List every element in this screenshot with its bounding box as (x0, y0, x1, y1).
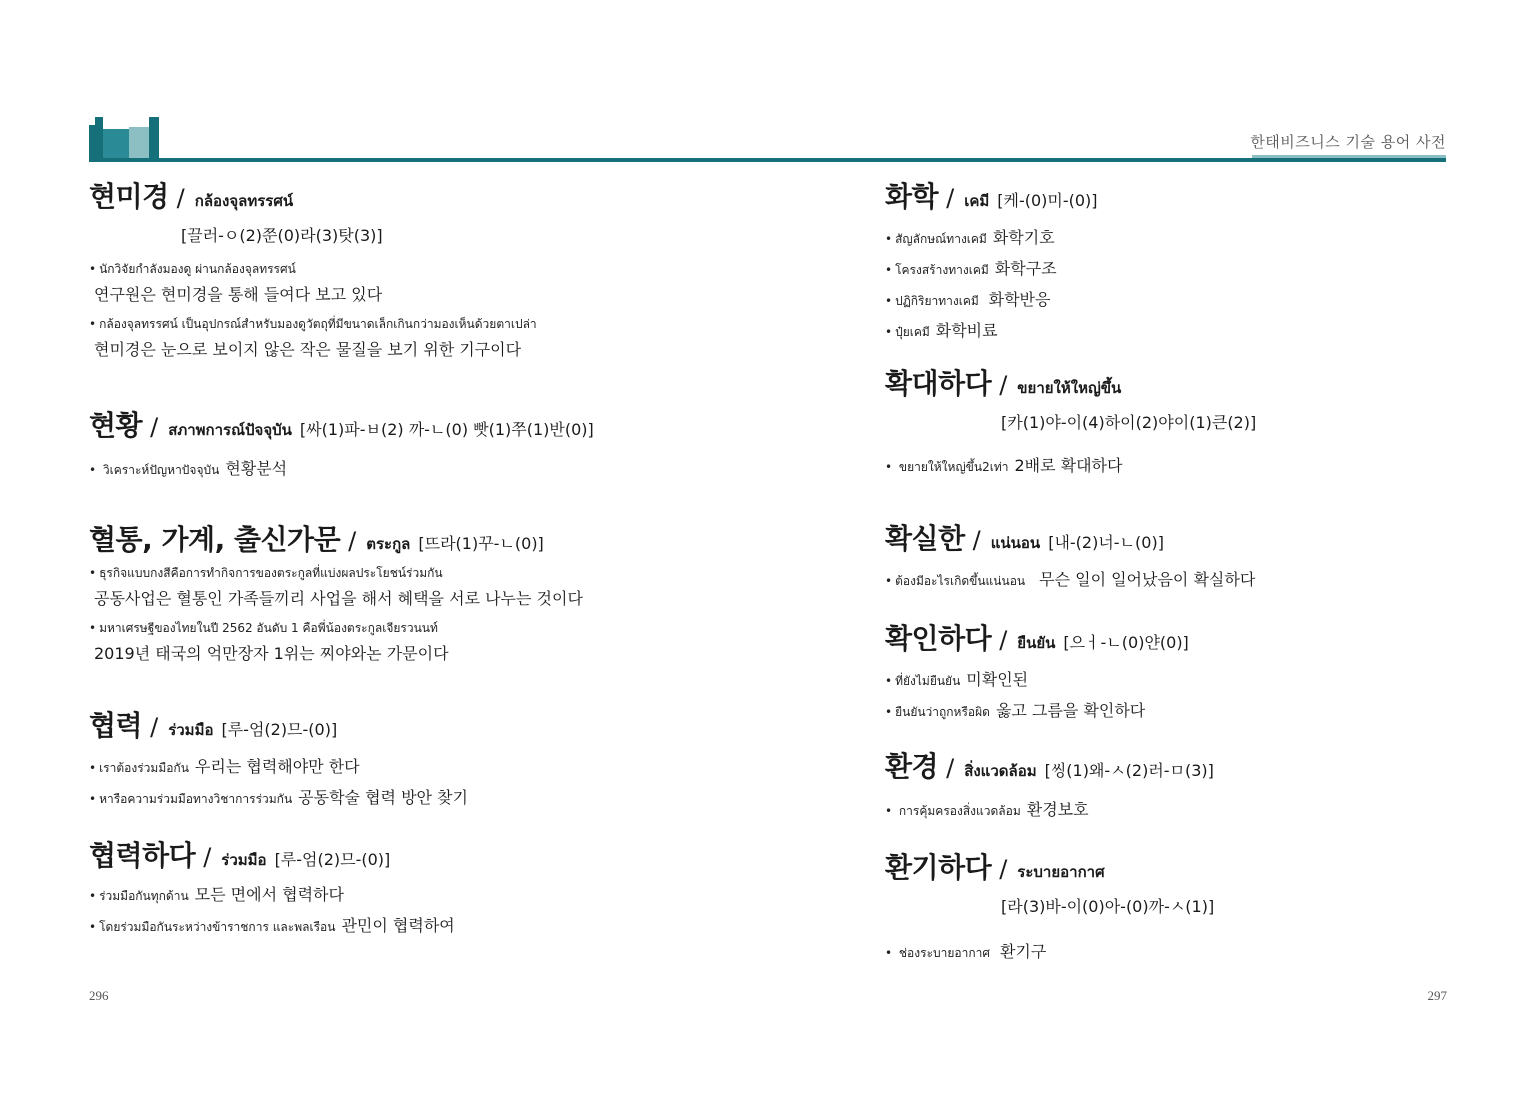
example-row (885, 318, 1505, 342)
example-thai: • ที่ยังไม่ยืนยัน (885, 674, 961, 688)
separator: / (946, 184, 955, 212)
thai-term: ขยายให้ใหญ่ขึ้น (1017, 379, 1122, 397)
entry-hwangihada (885, 846, 1505, 963)
example-thai: • ยืนยันว่าถูกหรือผิด (885, 705, 990, 719)
separator: / (999, 626, 1008, 654)
entry-hyeomnyeok (89, 704, 709, 809)
thai-term: ระบายอากาศ (1017, 863, 1105, 881)
example-thai: • ร่วมมือกันทุกด้าน (89, 889, 189, 903)
separator: / (150, 413, 159, 441)
example-thai: • โครงสร้างทางเคมี (885, 263, 989, 277)
example-thai: • หารือความร่วมมือทางวิชาการร่วมกัน (89, 792, 293, 806)
thai-term: สิ่งแวดล้อม (964, 762, 1037, 780)
example-korean: 환기구 (999, 942, 1047, 961)
separator: / (972, 526, 981, 554)
example-row (885, 453, 1505, 477)
example-row (89, 754, 709, 778)
example-korean: 우리는 협력해야만 한다 (194, 757, 360, 776)
example-row (885, 225, 1505, 249)
separator: / (176, 184, 185, 212)
example-korean: 모든 면에서 협력하다 (194, 885, 344, 904)
example-row (885, 567, 1505, 591)
example-thai: • ปฏิกิริยาทางเคมี (885, 294, 979, 308)
pronunciation: [뜨라(1)꾸-ㄴ(0)] (418, 534, 544, 553)
entry-hyeoltong (89, 518, 709, 664)
example-korean: 연구원은 현미경을 통해 들여다 보고 있다 (94, 285, 383, 304)
thai-term: ร่วมมือ (221, 851, 267, 869)
entry-hwakdaehada (885, 362, 1505, 477)
example-korean: 환경보호 (1026, 800, 1089, 819)
example-thai: • โดยร่วมมือกันระหว่างข้าราชการ และพลเรือน (89, 920, 336, 934)
example-korean: 공동학술 협력 방안 찾기 (298, 788, 468, 807)
page-number-right: 297 (1427, 988, 1447, 1003)
example-korean: 옳고 그름을 확인하다 (995, 701, 1146, 720)
pronunciation: [끌러-ㅇ(2)쭌(0)라(3)탓(3)] (181, 226, 383, 245)
page-number-left: 296 (89, 988, 109, 1003)
example-row (885, 256, 1505, 280)
headword: 화학 (885, 180, 939, 213)
example-korean: 화학기호 (992, 228, 1055, 247)
example-row (885, 287, 1505, 311)
example-row (89, 785, 709, 809)
example-thai: • สัญลักษณ์ทางเคมี (885, 232, 987, 246)
thai-term: ยืนยัน (1017, 634, 1056, 652)
example-row (89, 913, 709, 937)
example-row (885, 939, 1505, 963)
pronunciation: [케-(0)미-(0)] (997, 191, 1098, 210)
example-thai: • วิเคราะห์ปัญหาปัจจุบัน (89, 463, 220, 477)
example-thai: • ปุ๋ยเคมี (885, 325, 930, 339)
example-korean: 무슨 일이 일어났음이 확실하다 (1039, 570, 1256, 589)
example-thai: • ช่องระบายอากาศ (885, 946, 990, 960)
entry-hwaginhada (885, 617, 1505, 722)
example-thai: • เราต้องร่วมมือกัน (89, 761, 189, 775)
headword: 확대하다 (885, 367, 992, 400)
separator: / (150, 713, 159, 741)
separator: / (999, 855, 1008, 883)
example-korean: 현미경은 눈으로 보이지 않은 작은 물질을 보기 위한 기구이다 (94, 340, 522, 359)
entry-hwaksilhan (885, 517, 1505, 591)
example-row (89, 456, 709, 480)
example-thai: • กล้องจุลทรรศน์ เป็นอุปกรณ์สำหรับมองดูวัตถุที่มีขนาดเล็กเกินกว่ามองเห็นด้วยตาเปล่า (89, 317, 537, 331)
thai-term: เคมี (964, 192, 990, 210)
book-title: 한태비즈니스 기술 용어 사전 (1250, 133, 1446, 151)
headword: 현미경 (89, 180, 169, 213)
example-row (885, 667, 1505, 691)
pronunciation: [씽(1)왜-ㅅ(2)러-ㅁ(3)] (1044, 761, 1214, 780)
example-row (89, 882, 709, 906)
headword: 확실한 (885, 522, 965, 555)
header-rule (89, 158, 1446, 162)
example-korean: 화학구조 (994, 259, 1057, 278)
thai-term: ร่วมมือ (168, 721, 214, 739)
separator: / (999, 371, 1008, 399)
header-bars-decoration (89, 117, 159, 162)
thai-term: สภาพการณ์ปัจจุบัน (168, 421, 292, 439)
headword: 협력 (89, 709, 143, 742)
example-korean: 2배로 확대하다 (1014, 456, 1123, 475)
pronunciation: [루-엄(2)므-(0)] (221, 720, 338, 739)
example-korean: 미확인된 (966, 670, 1029, 689)
separator: / (203, 843, 212, 871)
headword: 환경 (885, 750, 939, 783)
entry-hyeomnyeokhada (89, 834, 709, 937)
example-row (885, 797, 1505, 821)
entry-hyeonhwang (89, 404, 709, 480)
example-thai: • นักวิจัยกำลังมองดู ผ่านกล้องจุลทรรศน์ (89, 262, 296, 276)
pronunciation: [으ㅓ-ㄴ(0)얀(0)] (1063, 633, 1189, 652)
example-korean: 현황분석 (225, 459, 288, 478)
pronunciation: [라(3)바-이(0)아-(0)까-ㅅ(1)] (1001, 897, 1215, 916)
thai-term: แน่นอน (990, 534, 1041, 552)
thai-term: กล้องจุลทรรศน์ (194, 192, 294, 210)
entry-hyeonmigyeong (89, 175, 709, 360)
headword: 혈통, 가계, 출신가문 (89, 523, 341, 556)
pronunciation: [카(1)야-이(4)하이(2)야이(1)큰(2)] (1001, 413, 1257, 432)
example-thai: • การคุ้มครองสิ่งแวดล้อม (885, 804, 1021, 818)
pronunciation: [싸(1)파-ㅂ(2) 까-ㄴ(0) 빳(1)쭈(1)반(0)] (299, 420, 594, 439)
entry-hwangyeong (885, 745, 1505, 821)
entry-hwahak (885, 175, 1505, 342)
example-thai: • ต้องมีอะไรเกิดขึ้นแน่นอน (885, 574, 1026, 588)
separator: / (348, 527, 357, 555)
example-korean: 공동사업은 혈통인 가족들끼리 사업을 해서 혜택을 서로 나누는 것이다 (94, 589, 583, 608)
headword: 현황 (89, 409, 143, 442)
headword: 확인하다 (885, 622, 992, 655)
example-thai: • มหาเศรษฐีของไทยในปี 2562 อันดับ 1 คือพี่น้องตระกูลเจียรวนนท์ (89, 621, 438, 635)
headword: 협력하다 (89, 839, 196, 872)
pronunciation: [루-엄(2)므-(0)] (274, 850, 391, 869)
example-thai: • ขยายให้ใหญ่ขึ้น2เท่า (885, 460, 1009, 474)
example-korean: 관민이 협력하여 (341, 916, 455, 935)
headword: 환기하다 (885, 851, 992, 884)
pronunciation: [내-(2)너-ㄴ(0)] (1048, 533, 1164, 552)
separator: / (946, 754, 955, 782)
example-korean: 2019년 태국의 억만장자 1위는 찌야와논 가문이다 (94, 644, 449, 663)
thai-term: ตระกูล (366, 535, 411, 553)
example-korean: 화학반응 (988, 290, 1051, 309)
example-korean: 화학비료 (935, 321, 998, 340)
example-thai: • ธุรกิจแบบกงสีคือการทำกิจการของตระกูลที่แบ่งผลประโยชน์ร่วมกัน (89, 566, 443, 580)
example-row (885, 698, 1505, 722)
